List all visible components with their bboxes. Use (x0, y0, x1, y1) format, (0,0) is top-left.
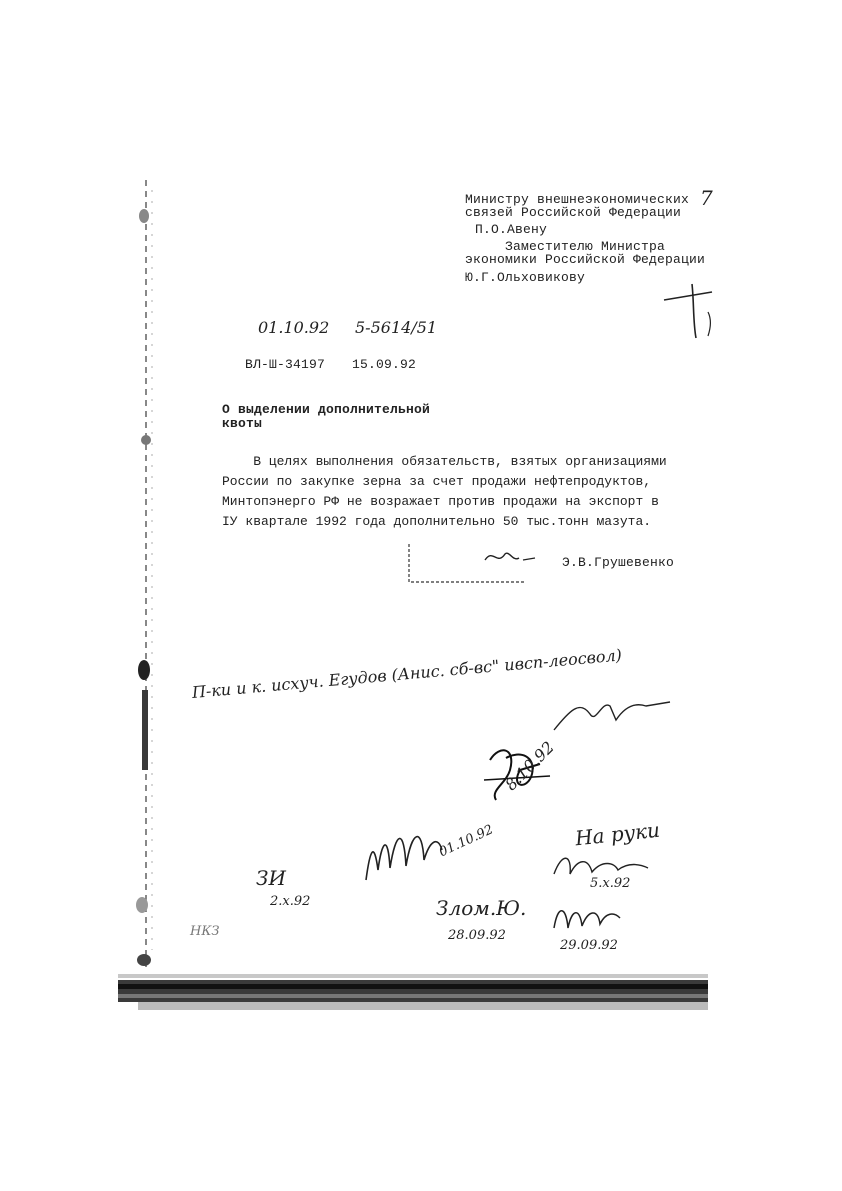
page-numeral: 7 (700, 186, 713, 210)
scan-bottom-edge (118, 970, 708, 1020)
body-line-4: IУ квартале 1992 года дополнительно 50 тыс.тонн мазута. (222, 514, 652, 529)
signatory-name: Э.В.Грушевенко (562, 555, 675, 570)
addressee-line-2: связей Российской Федерации (465, 205, 682, 220)
body-line-2: России по закупке зерна за счет продажи нефтепродуктов, (222, 474, 652, 489)
addressee-line-5: экономики Российской Федерации (465, 252, 706, 267)
initials-left: ЗИ (256, 866, 286, 890)
addressee-line-3: П.О.Авену (475, 222, 548, 237)
right-bottom-signature (548, 898, 628, 938)
handwritten-cross-mark (660, 282, 720, 342)
zlom-signature: Злом.Ю. (436, 896, 527, 920)
stamp-date-1: 8.10.92 (501, 737, 558, 795)
date-5x92: 5.х.92 (590, 876, 631, 891)
letter-body (222, 452, 667, 532)
body-line-3: Минтопэнерго РФ не возражает против продажи на экспорт в (222, 494, 659, 509)
addressee-line-1: Министру внешнеэкономических (465, 192, 690, 207)
resolution-line: П-ки и к. исхуч. Егудов (Анис. сб-вс" ивсп-леосвол) (191, 645, 623, 702)
scan-left-edge (130, 170, 170, 990)
signature-stamp-box (405, 540, 545, 590)
addressee-line-6: Ю.Г.Ольховикову (465, 270, 586, 285)
body-line-1: В целях выполнения обязательств, взятых организациями (222, 454, 667, 469)
registration-number-handwritten: 5-5614/51 (355, 318, 438, 337)
subject-line-1: О выделении дополнительной (222, 402, 431, 417)
document-number: ВЛ-Ш-34197 (245, 357, 326, 372)
addressee-line-4: Заместителю Министра (505, 239, 666, 254)
na-ruki-note: На руки (573, 817, 661, 851)
date-28-09-92: 28.09.92 (448, 928, 506, 943)
stamp-date-2: 01.10.92 (436, 822, 496, 861)
date-29-09-92: 29.09.92 (560, 938, 618, 953)
corner-code: НКЗ (190, 924, 220, 939)
document-date: 15.09.92 (352, 357, 417, 372)
resolution-signature (550, 690, 680, 740)
registration-date-handwritten: 01.10.92 (258, 318, 330, 337)
subject-line-2: квоты (222, 416, 263, 431)
date-2x92: 2.х.92 (270, 894, 311, 909)
